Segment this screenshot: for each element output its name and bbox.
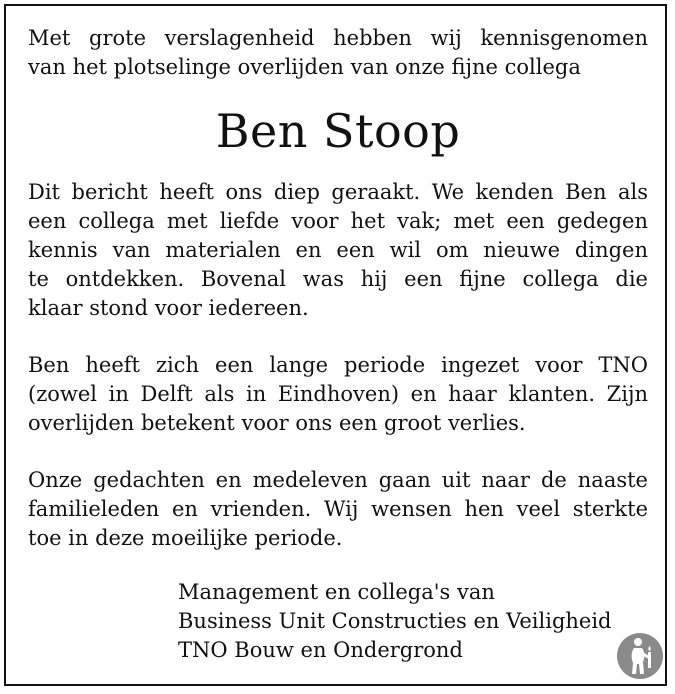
intro-text [28,24,648,82]
signature-line: Management en collega's van [178,580,495,604]
intro-line: van het plotselinge overlijden van onze fijne collega [28,55,581,79]
signature-line: TNO Bouw en Ondergrond [178,638,463,662]
paragraph-line: klaar stond voor iedereen. [28,296,309,320]
paragraph-line: Ben heeft zich een lange periode ingezet voor TNO [28,353,648,377]
paragraph-line: een collega met liefde voor het vak; met een gedegen [28,209,648,233]
paragraph-sympathy [28,466,648,553]
signature-block [178,578,612,665]
deceased-name: Ben Stoop [215,104,461,158]
paragraph-line: (zowel in Delft als in Eindhoven) en haar klanten. Zijn [28,382,648,406]
candle-figure-icon [616,632,664,680]
paragraph-line: toe in deze moeilijke periode. [28,526,343,550]
paragraph-career [28,351,648,438]
paragraph-line: Onze gedachten en medeleven gaan uit naar de naaste [28,468,648,492]
paragraph-line: Dit bericht heeft ons diep geraakt. We kenden Ben als [28,180,648,204]
paragraph-condolence [28,178,648,323]
paragraph-line: overlijden betekent voor ons een groot verlies. [28,411,526,435]
paragraph-line: te ontdekken. Bovenal was hij een fijne collega die [28,267,648,291]
signature-line: Business Unit Constructies en Veiligheid [178,609,612,633]
paragraph-line: kennis van materialen en een wil om nieuwe dingen [28,238,648,262]
paragraph-line: familieleden en vrienden. Wij wensen hen veel sterkte [28,497,648,521]
notice-content [28,24,648,581]
intro-line: Met grote verslagenheid hebben wij kennisgenomen [28,26,648,50]
